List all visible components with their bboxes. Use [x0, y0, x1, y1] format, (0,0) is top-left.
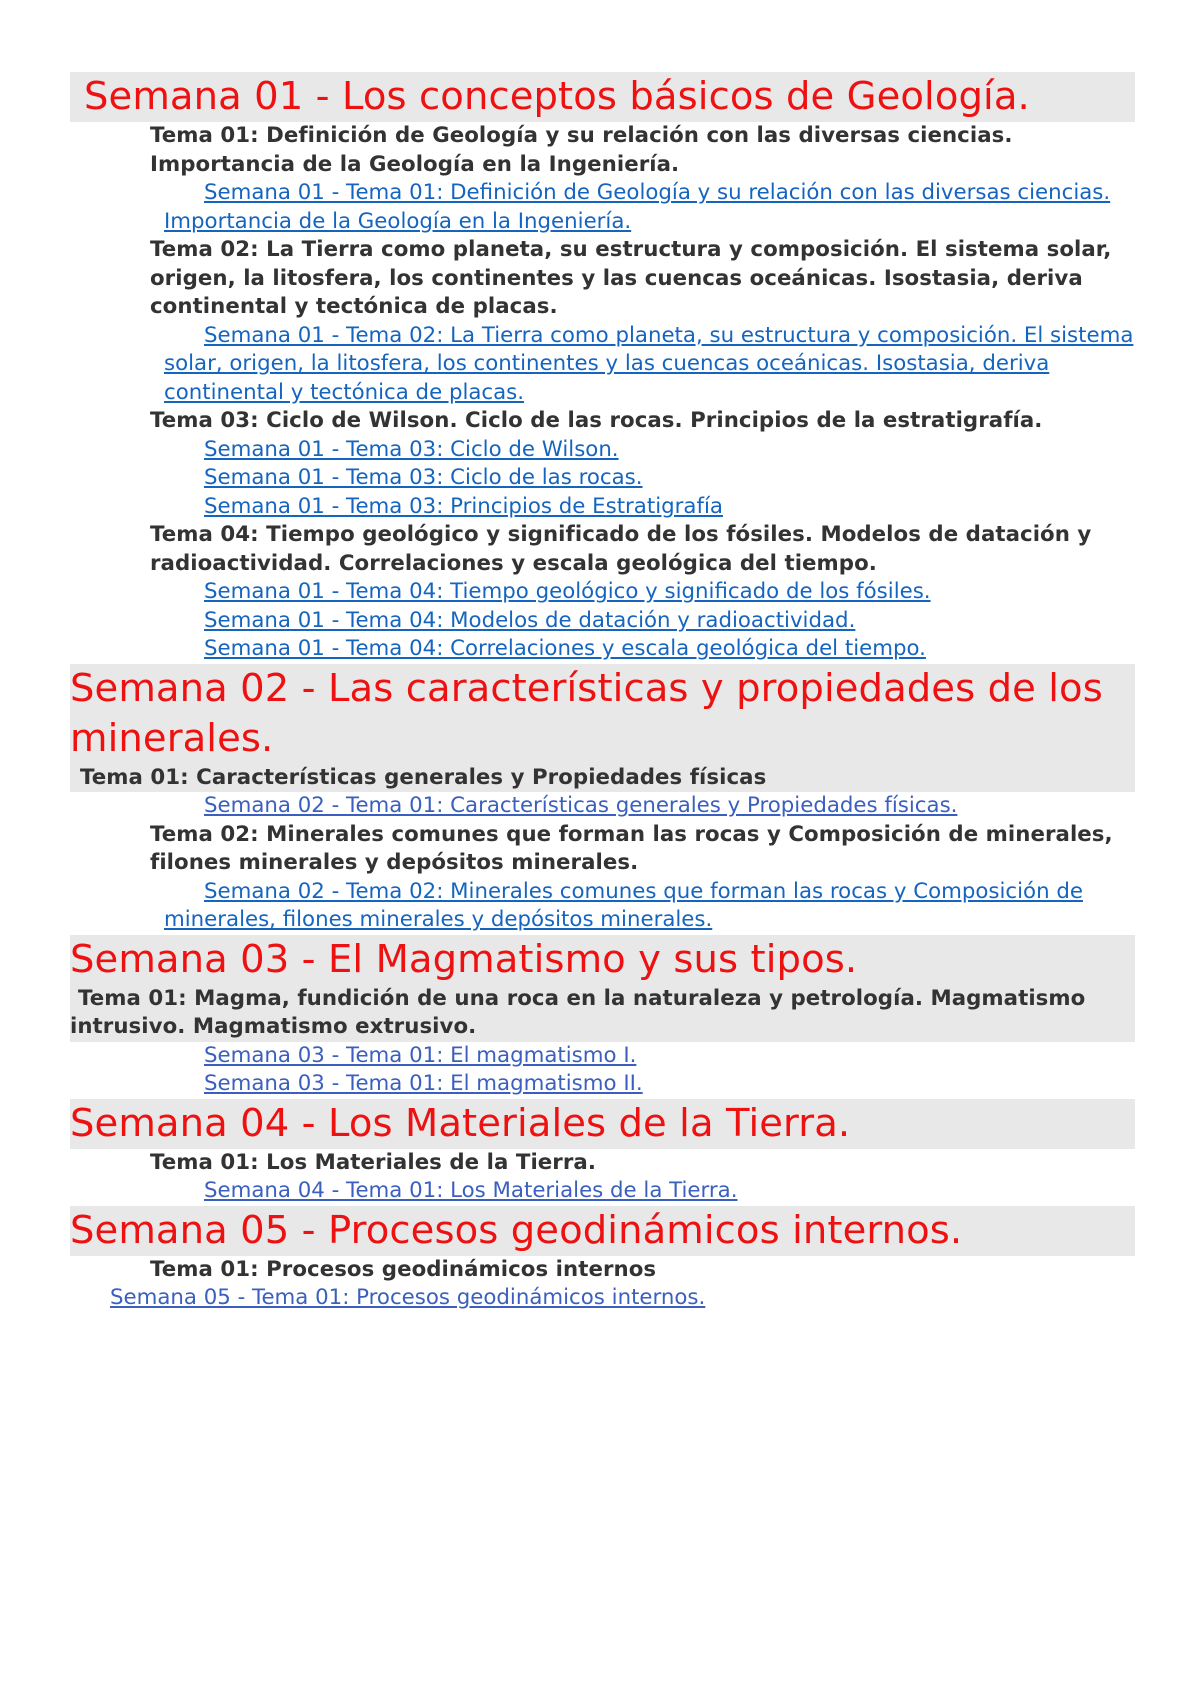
topic-title: Tema 01: Magma, fundición de una roca en la naturaleza y petrología. Magmatismo intrusivo. Magmatismo extrusivo.	[70, 985, 1135, 1042]
week-heading: Semana 02 - Las características y propiedades de los minerales.	[70, 664, 1135, 764]
topic-link-text[interactable]: Semana 01 - Tema 03: Principios de Estratigrafía	[204, 493, 723, 519]
topic-link[interactable]	[70, 635, 1135, 664]
topic-title: Tema 01: Características generales y Propiedades físicas	[70, 764, 1135, 793]
topic-link[interactable]	[70, 792, 1135, 821]
topic-title: Tema 02: La Tierra como planeta, su estructura y composición. El sistema solar, origen, la litosfera, los continentes y las cuencas oceánicas. Isostasia, deriva continental y tectónica de placas.	[150, 237, 1112, 319]
topic-link-text[interactable]: Semana 02 - Tema 02: Minerales comunes que forman las rocas y Composición de minerales, filones minerales y depósitos minerales.	[164, 878, 1083, 932]
topic-link-text[interactable]: Semana 05 - Tema 01: Procesos geodinámicos internos.	[110, 1285, 706, 1310]
topic-link[interactable]	[70, 1177, 1135, 1206]
topic-link[interactable]	[70, 1284, 1135, 1313]
topic-title: Tema 04: Tiempo geológico y significado de los fósiles. Modelos de datación y radioactividad. Correlaciones y escala geológica del tiempo.	[150, 522, 1092, 576]
topic-title: Tema 03: Ciclo de Wilson. Ciclo de las rocas. Principios de la estratigrafía.	[150, 408, 1043, 433]
topic-title: Tema 02: Minerales comunes que forman las rocas y Composición de minerales, filones minerales y depósitos minerales.	[150, 821, 1113, 875]
topic-link-text[interactable]: Semana 01 - Tema 01: Definición de Geología y su relación con las diversas ciencias. Importancia de la Geología en la Ingeniería.	[164, 180, 1111, 234]
week-heading: Semana 04 - Los Materiales de la Tierra.	[70, 1099, 1135, 1149]
topic-title: Tema 01: Los Materiales de la Tierra.	[150, 1149, 596, 1175]
topic-link-text[interactable]: Semana 01 - Tema 04: Modelos de datación y radioactividad.	[204, 607, 856, 633]
week-heading: Semana 01 - Los conceptos básicos de Geología.	[70, 72, 1135, 122]
week-heading: Semana 05 - Procesos geodinámicos internos.	[70, 1206, 1135, 1256]
topic-link[interactable]	[70, 578, 1135, 607]
topic-link-text[interactable]: Semana 01 - Tema 04: Tiempo geológico y significado de los fósiles.	[204, 579, 931, 604]
topic-link[interactable]	[70, 878, 1135, 935]
topic-link-text[interactable]: Semana 01 - Tema 04: Correlaciones y escala geológica del tiempo.	[204, 636, 926, 661]
topic-link-text[interactable]: Semana 03 - Tema 01: El magmatismo I.	[204, 1042, 637, 1068]
topic-title: Tema 01: Procesos geodinámicos internos	[150, 1256, 657, 1282]
topic-link[interactable]	[70, 436, 1135, 465]
topic-link[interactable]	[70, 322, 1135, 408]
topic-link-text[interactable]: Semana 01 - Tema 03: Ciclo de las rocas.	[204, 465, 643, 490]
topic-link[interactable]	[70, 464, 1135, 493]
topic-link[interactable]	[70, 1070, 1135, 1099]
topic-link-text[interactable]: Semana 04 - Tema 01: Los Materiales de la Tierra.	[204, 1178, 738, 1203]
topic-title: Tema 01: Definición de Geología y su relación con las diversas ciencias. Importancia de la Geología en la Ingeniería.	[150, 123, 1013, 177]
topic-link[interactable]	[70, 493, 1135, 522]
topic-link-text[interactable]: Semana 01 - Tema 02: La Tierra como planeta, su estructura y composición. El sistema solar, origen, la litosfera, los continentes y las cuencas oceánicas. Isostasia, deriva continental y tectónica de placas.	[164, 322, 1134, 405]
topic-link[interactable]	[70, 179, 1135, 236]
topic-link-text[interactable]: Semana 01 - Tema 03: Ciclo de Wilson.	[204, 436, 619, 462]
topic-link-text[interactable]: Semana 02 - Tema 01: Características generales y Propiedades físicas.	[204, 793, 958, 818]
week-heading: Semana 03 - El Magmatismo y sus tipos.	[70, 935, 1135, 985]
topic-link[interactable]	[70, 1042, 1135, 1071]
syllabus-document	[70, 72, 1135, 1313]
topic-link-text[interactable]: Semana 03 - Tema 01: El magmatismo II.	[204, 1071, 643, 1096]
topic-link[interactable]	[70, 607, 1135, 636]
